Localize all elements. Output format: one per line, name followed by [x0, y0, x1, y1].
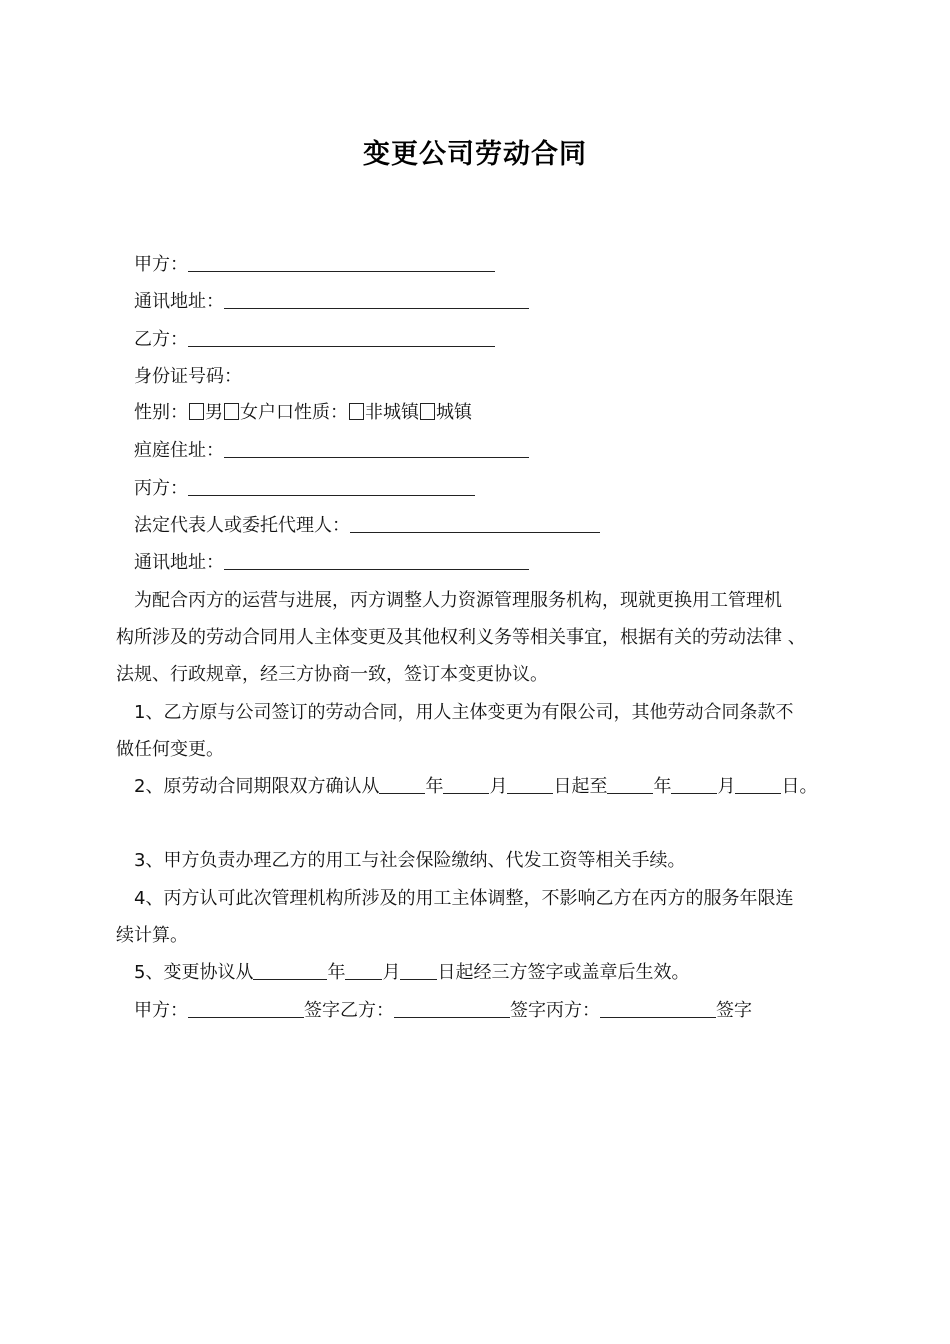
intro-line-3: 法规、行政规章，经三方协商一致，签订本变更协议。	[116, 664, 548, 685]
address-c-label: 通讯地址：	[134, 552, 224, 573]
end-day-blank	[735, 775, 781, 794]
signature-sign-3: 签字	[716, 1000, 752, 1021]
gender-household-row	[134, 400, 472, 426]
start-year-label: 年	[425, 776, 444, 797]
party-b-row	[134, 327, 495, 353]
end-year-label: 年	[653, 776, 672, 797]
end-year-blank	[607, 775, 653, 794]
party-b-label: 乙方：	[134, 329, 188, 350]
clause-5	[134, 960, 689, 986]
clause-5-prefix: 5、变更协议从	[134, 962, 254, 983]
address-c-blank	[224, 551, 529, 570]
intro-line-1: 为配合丙方的运营与进展，丙方调整人力资源管理服务机构，现就更换用工管理机	[134, 590, 782, 611]
start-month-label: 月	[489, 776, 508, 797]
effective-year-label: 年	[327, 962, 346, 983]
start-day-blank	[507, 775, 553, 794]
start-year-blank	[379, 775, 425, 794]
gender-label: 性别：	[134, 402, 188, 423]
signature-sign-1: 签字乙方：	[304, 1000, 394, 1021]
clause-4-line-2: 续计算。	[116, 925, 188, 946]
address-a-label: 通讯地址：	[134, 291, 224, 312]
start-month-blank	[443, 775, 489, 794]
representative-label: 法定代表人或委托代理人：	[134, 515, 350, 536]
clause-5-suffix: 日起经三方签字或盖章后生效。	[437, 962, 690, 983]
household-label: 户口性质：	[258, 402, 348, 423]
end-month-label: 月	[717, 776, 736, 797]
non-urban-checkbox[interactable]	[349, 403, 364, 420]
effective-day-blank	[400, 961, 437, 980]
end-day-label: 日。	[781, 776, 818, 797]
signature-row	[134, 998, 752, 1024]
residence-blank	[224, 439, 529, 458]
urban-label: 城镇	[436, 402, 472, 423]
effective-month-blank	[345, 961, 382, 980]
party-a-blank	[188, 253, 495, 272]
start-day-label: 日起至	[553, 776, 608, 797]
party-a-row	[134, 252, 495, 278]
non-urban-label: 非城镇	[365, 402, 419, 423]
signature-party-a-label: 甲方：	[134, 1000, 188, 1021]
clause-3: 3、甲方负责办理乙方的用工与社会保险缴纳、代发工资等相关手续。	[134, 850, 686, 871]
male-checkbox[interactable]	[189, 403, 204, 420]
effective-year-blank	[253, 961, 327, 980]
document-title: 变更公司劳动合同	[363, 139, 587, 170]
signature-b-blank	[394, 999, 510, 1018]
party-c-label: 丙方：	[134, 478, 188, 499]
residence-row	[134, 438, 529, 464]
signature-sign-2: 签字丙方：	[510, 1000, 600, 1021]
party-b-blank	[188, 328, 495, 347]
clause-1-line-2: 做任何变更。	[116, 739, 224, 760]
clause-2	[134, 774, 817, 800]
address-a-row	[134, 289, 529, 315]
clause-2-prefix: 2、原劳动合同期限双方确认从	[134, 776, 380, 797]
clause-4-line-1: 4、丙方认可此次管理机构所涉及的用工主体调整，不影响乙方在丙方的服务年限连	[134, 888, 794, 909]
urban-checkbox[interactable]	[420, 403, 435, 420]
id-number-row	[134, 364, 242, 390]
representative-row	[134, 513, 600, 539]
signature-a-blank	[188, 999, 304, 1018]
address-a-blank	[224, 290, 529, 309]
intro-line-2: 构所涉及的劳动合同用人主体变更及其他权利义务等相关事宜，根据有关的劳动法律 、	[116, 627, 806, 648]
female-label: 女	[240, 402, 258, 423]
party-c-blank	[188, 477, 475, 496]
address-c-row	[134, 550, 529, 576]
clause-1-line-1: 1、乙方原与公司签订的劳动合同，用人主体变更为有限公司，其他劳动合同条款不	[134, 702, 794, 723]
male-label: 男	[205, 402, 223, 423]
party-c-row	[134, 476, 475, 502]
representative-blank	[350, 514, 600, 533]
end-month-blank	[671, 775, 717, 794]
signature-c-blank	[600, 999, 716, 1018]
id-number-label: 身份证号码：	[134, 366, 242, 387]
female-checkbox[interactable]	[224, 403, 239, 420]
residence-label: 疸庭住址：	[134, 440, 224, 461]
effective-month-label: 月	[382, 962, 401, 983]
party-a-label: 甲方：	[134, 254, 188, 275]
